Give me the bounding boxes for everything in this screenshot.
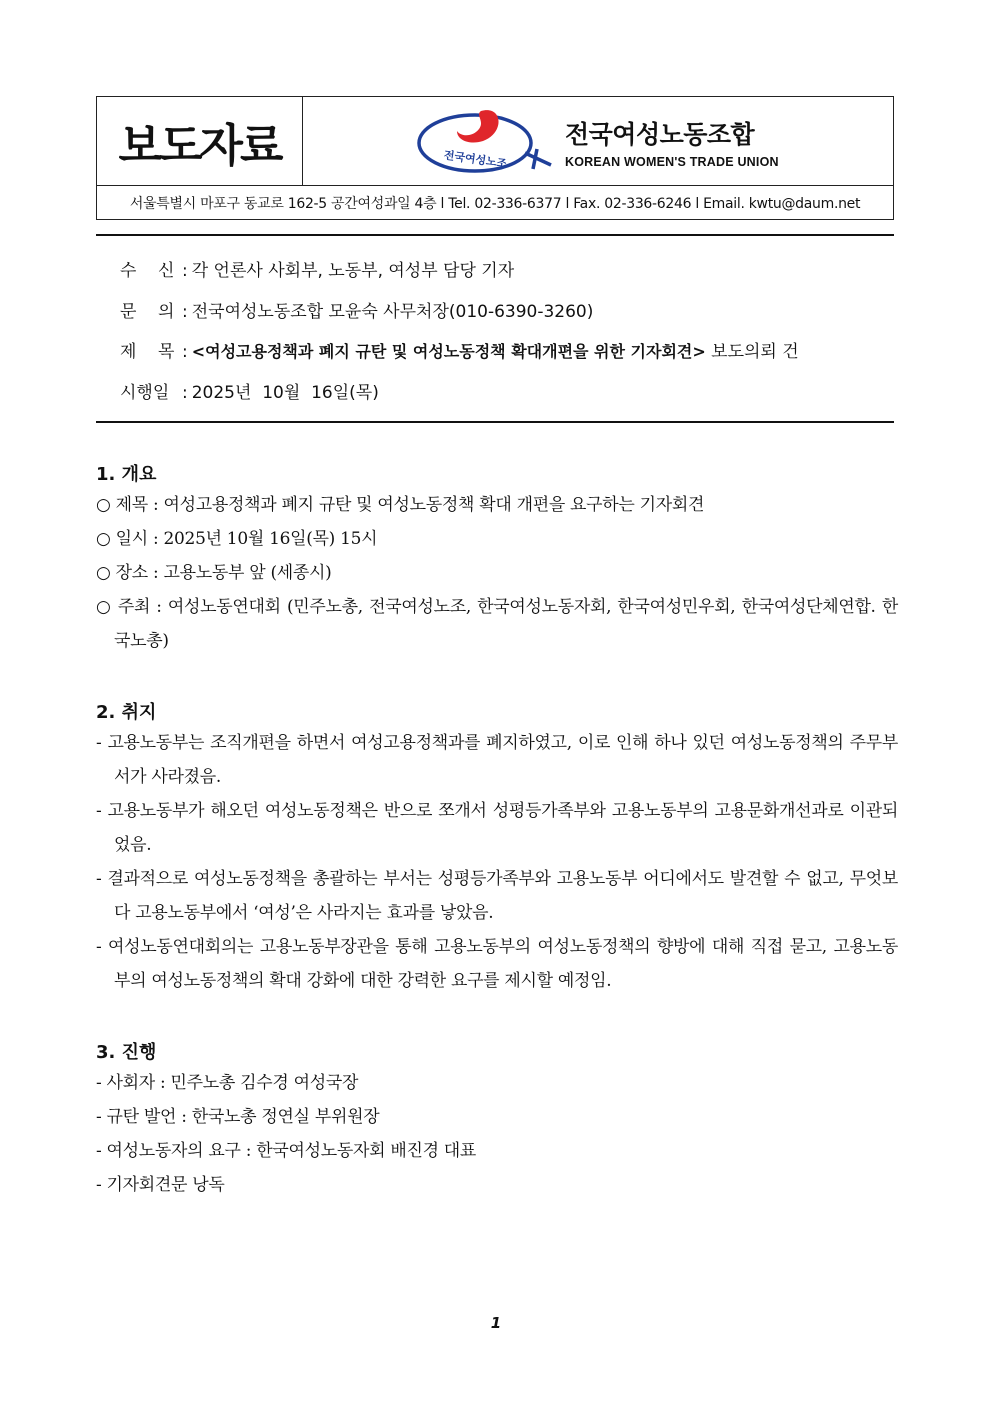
- section-3-body: [96, 1066, 898, 1202]
- meta-date: 시행일 : 2025년 10월 16일(목): [120, 378, 379, 403]
- doc-type-cell: [97, 97, 303, 185]
- contact-address-line: 서울특별시 마포구 동교로 162-5 공간여성과일 4층 l Tel. 02-336-6377 l Fax. 02-336-6246 l Email. kwtu@daum.net: [97, 185, 893, 219]
- subject-title: <여성고용정책과 폐지 규탄 및 여성노동정책 확대개편을 위한 기자회견>: [191, 342, 706, 361]
- list-item: - 규탄 발언 : 한국노총 정연실 부위원장: [96, 1107, 380, 1127]
- logo-cell: [303, 97, 893, 185]
- section-2-body: [96, 726, 898, 998]
- date-label: 시행일: [120, 383, 170, 403]
- union-logo-icon: [413, 103, 563, 179]
- contact-label: 문 의: [120, 302, 175, 322]
- bottom-divider: [96, 421, 894, 423]
- recipient-label: 수 신: [120, 261, 175, 281]
- list-item: - 고용노동부가 해오던 여성노동정책은 반으로 쪼개서 성평등가족부와 고용노동부의 고용문화개선과로 이관되었음.: [96, 801, 898, 855]
- section-2-title: 2. 취지: [96, 702, 157, 723]
- section-3-title: 3. 진행: [96, 1042, 157, 1063]
- top-divider: [96, 234, 894, 236]
- list-item: ○ 일시 : 2025년 10월 16일(목) 15시: [96, 529, 378, 549]
- list-item: ○ 제목 : 여성고용정책과 폐지 규탄 및 여성노동정책 확대 개편을 요구하는 기자회견: [96, 495, 705, 515]
- meta-recipient: 수 신 : 각 언론사 사회부, 노동부, 여성부 담당 기자: [120, 256, 514, 281]
- doc-type-title: 보도자료: [118, 118, 281, 172]
- page-number: 1: [490, 1314, 502, 1332]
- recipient-value: 각 언론사 사회부, 노동부, 여성부 담당 기자: [191, 261, 515, 281]
- meta-contact: 문 의 : 전국여성노동조합 모윤숙 사무처장(010-6390-3260): [120, 297, 593, 322]
- list-item: - 결과적으로 여성노동정책을 총괄하는 부서는 성평등가족부와 고용노동부 어디에서도 발견할 수 없고, 무엇보다 고용노동부에서 ‘여성’은 사라지는 효과를 낳았음.: [96, 869, 898, 923]
- meta-subject: 제 목 : <여성고용정책과 폐지 규탄 및 여성노동정책 확대개편을 위한 기자회견> 보도의뢰 건: [120, 337, 799, 362]
- list-item: - 여성노동연대회의는 고용노동부장관을 통해 고용노동부의 여성노동정책의 향방에 대해 직접 묻고, 고용노동부의 여성노동정책의 확대 강화에 대한 강력한 요구를 제시할 예정임.: [96, 937, 898, 991]
- list-item: - 사회자 : 민주노총 김수경 여성국장: [96, 1073, 359, 1093]
- contact-value: 전국여성노동조합 모윤숙 사무처장(010-6390-3260): [191, 302, 594, 322]
- org-name-english: KOREAN WOMEN'S TRADE UNION: [565, 155, 779, 169]
- list-item: - 기자회견문 낭독: [96, 1175, 225, 1195]
- logo-text: 전국여성노조: [443, 148, 508, 171]
- subject-label: 제 목: [120, 342, 175, 362]
- list-item: ○ 주최 : 여성노동연대회 (민주노총, 전국여성노조, 한국여성노동자회, 한국여성민우회, 한국여성단체연합. 한국노총): [96, 597, 898, 651]
- section-1-title: 1. 개요: [96, 464, 157, 485]
- list-item: - 고용노동부는 조직개편을 하면서 여성고용정책과를 폐지하였고, 이로 인해 하나 있던 여성노동정책의 주무부서가 사라졌음.: [96, 733, 898, 787]
- list-item: ○ 장소 : 고용노동부 앞 (세종시): [96, 563, 332, 583]
- subject-suffix: 보도의뢰 건: [705, 342, 799, 362]
- letterhead: [96, 96, 894, 220]
- list-item: - 여성노동자의 요구 : 한국여성노동자회 배진경 대표: [96, 1141, 477, 1161]
- date-value: 2025년 10월 16일(목): [191, 383, 379, 403]
- section-1-body: [96, 488, 898, 658]
- org-name-korean: 전국여성노동조합: [565, 120, 755, 149]
